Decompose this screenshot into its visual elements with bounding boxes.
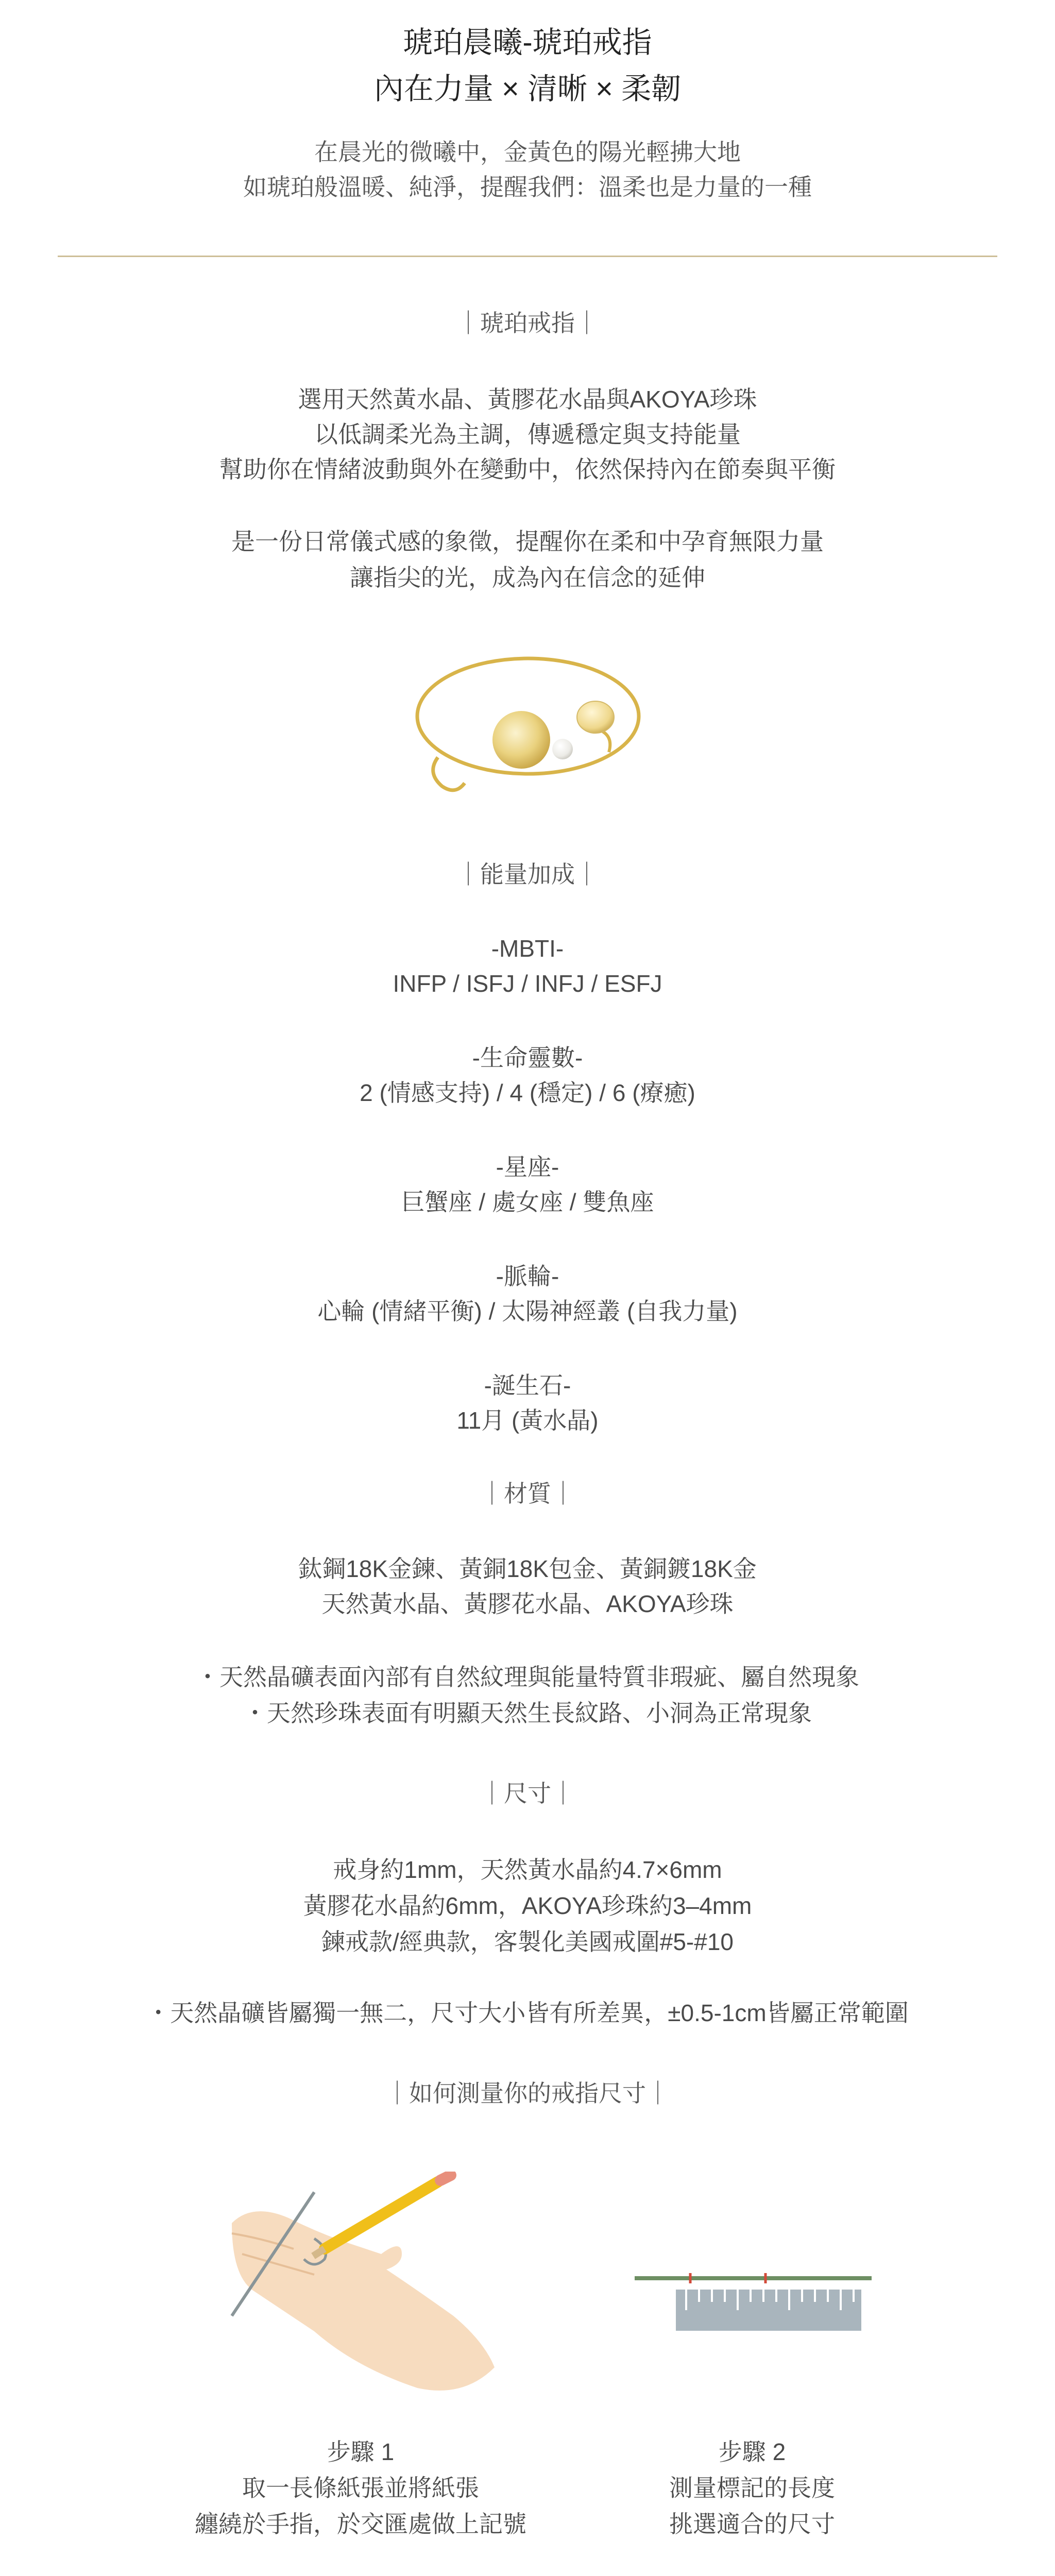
ring-desc-line-4: 是一份日常儀式感的象徵，提醒你在柔和中孕育無限力量 <box>231 528 824 555</box>
material-note-2: ・天然珍珠表面有明顯天然生長紋路、小洞為正常現象 <box>243 1700 812 1726</box>
section-heading-measure: ｜如何測量你的戒指尺寸｜ <box>385 2080 670 2107</box>
ring-image <box>402 639 670 814</box>
energy-label-chakra: -脈輪- <box>496 1263 559 1290</box>
material-line-1: 鈦鋼18K金鍊、黃銅18K包金、黃銅鍍18K金 <box>298 1555 757 1582</box>
size-line-2: 黃膠花水晶約6mm，AKOYA珍珠約3–4mm <box>303 1892 752 1919</box>
step-1-title: 步驟 1 <box>327 2438 395 2465</box>
section-heading-material: ｜材質｜ <box>480 1480 575 1507</box>
step-2 <box>598 2434 907 2542</box>
step-1 <box>155 2434 567 2542</box>
section-heading-ring: ｜琥珀戒指｜ <box>456 310 599 336</box>
ring-desc-line-2: 以低調柔光為主調，傳遞穩定與支持能量 <box>314 421 741 448</box>
hand-measure-illustration <box>211 2172 541 2398</box>
size-line-3: 鍊戒款/經典款，客製化美國戒圍#5-#10 <box>321 1928 734 1955</box>
energy-value-birthstone: 11月 (黃水晶) <box>456 1407 599 1434</box>
material-line-2: 天然黃水晶、黃膠花水晶、AKOYA珍珠 <box>321 1590 734 1617</box>
energy-label-mbti: -MBTI- <box>491 935 564 962</box>
energy-value-mbti: INFP / ISFJ / INFJ / ESFJ <box>393 970 662 997</box>
energy-value-zodiac: 巨蟹座 / 處女座 / 雙魚座 <box>401 1189 654 1215</box>
section-heading-size: ｜尺寸｜ <box>480 1780 575 1807</box>
intro-line-2: 如琥珀般溫暖、純淨，提醒我們：溫柔也是力量的一種 <box>243 174 812 200</box>
energy-label-birthstone: -誕生石- <box>484 1372 571 1399</box>
step-2-line-1: 測量標記的長度 <box>669 2475 835 2501</box>
intro-line-1: 在晨光的微曦中，金黃色的陽光輕拂大地 <box>314 139 741 165</box>
ring-desc-line-5: 讓指尖的光，成為內在信念的延伸 <box>350 564 705 591</box>
step-1-line-2: 纏繞於手指，於交匯處做上記號 <box>195 2511 526 2537</box>
step-2-line-2: 挑選適合的尺寸 <box>669 2511 835 2537</box>
energy-label-zodiac: -星座- <box>496 1154 559 1180</box>
page-title: 琥珀晨曦-琥珀戒指 <box>403 26 652 59</box>
size-line-1: 戒身約1mm，天然黃水晶約4.7×6mm <box>333 1856 722 1883</box>
step-2-title: 步驟 2 <box>718 2438 786 2465</box>
step-1-line-1: 取一長條紙張並將紙張 <box>242 2475 479 2501</box>
material-note-1: ・天然晶礦表面內部有自然紋理與能量特質非瑕疵、屬自然現象 <box>196 1664 859 1690</box>
energy-value-chakra: 心輪 (情緒平衡) / 太陽神經叢 (自我力量) <box>317 1298 738 1325</box>
energy-label-life-number: -生命靈數- <box>472 1044 583 1071</box>
divider-line <box>58 256 997 257</box>
ring-desc-line-3: 幫助你在情緒波動與外在變動中，依然保持內在節奏與平衡 <box>219 456 836 483</box>
ruler-illustration <box>635 2272 872 2334</box>
page-subtitle: 內在力量 × 清晰 × 柔韌 <box>373 72 682 106</box>
ring-desc-line-1: 選用天然黃水晶、黃膠花水晶與AKOYA珍珠 <box>298 386 757 413</box>
energy-value-life-number: 2 (情感支持) / 4 (穩定) / 6 (療癒) <box>360 1079 695 1106</box>
size-note: ・天然晶礦皆屬獨一無二，尺寸大小皆有所差異，±0.5-1cm皆屬正常範圍 <box>146 1999 909 2026</box>
section-heading-energy: ｜能量加成｜ <box>456 861 599 888</box>
